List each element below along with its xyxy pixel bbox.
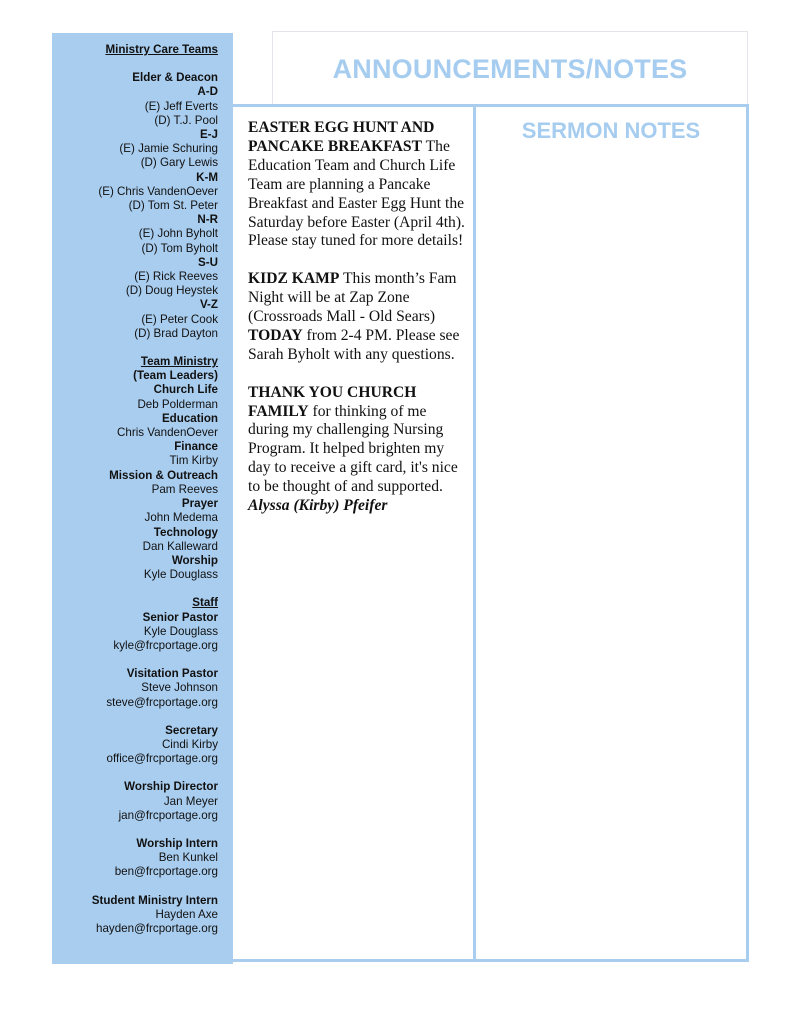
header-box — [272, 31, 748, 105]
group-elder: (E) Jamie Schuring — [119, 142, 218, 156]
group-elder: (E) Peter Cook — [141, 312, 218, 326]
sidebar — [52, 33, 233, 964]
team-leader: Pam Reeves — [151, 482, 218, 496]
staff-role: Worship Director — [124, 780, 218, 794]
announcement-signature: Alyssa (Kirby) Pfeifer — [248, 497, 388, 515]
spacer — [52, 57, 218, 71]
team-role: Worship — [171, 553, 218, 567]
announcement-body: from 2-4 PM. Please see Sarah Byholt with any questions. — [248, 326, 460, 363]
spacer — [52, 653, 218, 667]
team-leader: Deb Polderman — [137, 397, 218, 411]
staff-email[interactable]: ben@frcportage.org — [114, 865, 218, 879]
group-elder: (E) Jeff Everts — [144, 99, 218, 113]
group-range: E-J — [199, 128, 218, 142]
team-role: Church Life — [153, 383, 218, 397]
team-leader: John Medema — [144, 511, 218, 525]
staff-role: Secretary — [165, 723, 218, 737]
announcement-kidz-kamp — [248, 270, 466, 365]
group-deacon: (D) Doug Heystek — [125, 284, 218, 298]
group-elder: (E) Chris VandenOever — [98, 184, 218, 198]
staff-name: Jan Meyer — [163, 794, 218, 808]
staff-role: Senior Pastor — [142, 610, 218, 624]
group-deacon: (D) Brad Dayton — [134, 326, 218, 340]
staff-name: Hayden Axe — [155, 907, 218, 921]
team-role: Education — [161, 411, 218, 425]
page-title: ANNOUNCEMENTS/NOTES — [332, 54, 688, 84]
announcement-easter — [248, 119, 466, 251]
team-leader: Tim Kirby — [169, 454, 218, 468]
sermon-notes-title: SERMON NOTES — [521, 118, 701, 143]
care-teams-title: Ministry Care Teams — [105, 43, 218, 56]
column-divider — [473, 104, 476, 962]
announcement-thank-you — [248, 384, 466, 516]
elder-deacon-heading: Elder & Deacon — [132, 71, 218, 85]
group-range: A-D — [197, 85, 218, 99]
group-range: K-M — [196, 170, 218, 184]
announcement-body: The Education Team and Church Life Team are planning a Pancake Breakfast and Easter Egg Hunt the Saturday before Easter (April 4th). Please stay tuned for more details! — [248, 137, 465, 250]
group-deacon: (D) T.J. Pool — [154, 113, 218, 127]
announcement-body: for thinking of me during my challenging Nursing Program. It helped brighten my day to receive a gift card, it's nice to be thought of and supported. — [248, 402, 458, 496]
staff-name: Cindi Kirby — [161, 737, 218, 751]
group-range: N-R — [197, 213, 218, 227]
spacer — [52, 823, 218, 837]
group-deacon: (D) Gary Lewis — [140, 156, 218, 170]
staff-email[interactable]: jan@frcportage.org — [118, 808, 218, 822]
team-role: Finance — [174, 440, 218, 454]
group-deacon: (D) Tom St. Peter — [128, 199, 218, 213]
team-ministry-title: Team Ministry — [140, 355, 218, 369]
spacer — [52, 582, 218, 596]
announcement-emphasis: TODAY — [248, 326, 303, 344]
group-range: V-Z — [199, 298, 218, 312]
staff-email[interactable]: office@frcportage.org — [106, 752, 218, 766]
team-role: Mission & Outreach — [109, 468, 218, 482]
team-leader: Dan Kalleward — [142, 539, 218, 553]
group-range: S-U — [198, 255, 218, 269]
team-role: Technology — [153, 525, 218, 539]
staff-email[interactable]: kyle@frcportage.org — [113, 638, 218, 652]
staff-role: Student Ministry Intern — [91, 893, 218, 907]
team-leader: Kyle Douglass — [143, 568, 218, 582]
announcements-column — [248, 119, 466, 535]
staff-name: Kyle Douglass — [143, 624, 218, 638]
team-ministry-subtitle: (Team Leaders) — [133, 369, 218, 383]
spacer — [52, 766, 218, 780]
group-deacon: (D) Tom Byholt — [141, 241, 218, 255]
staff-email[interactable]: hayden@frcportage.org — [96, 921, 218, 935]
staff-name: Ben Kunkel — [158, 851, 218, 865]
spacer — [52, 880, 218, 894]
staff-name: Steve Johnson — [141, 681, 218, 695]
announcement-title: EASTER EGG HUNT AND PANCAKE BREAKFAST — [248, 119, 435, 155]
announcement-title: THANK YOU CHURCH FAMILY — [248, 383, 417, 420]
group-elder: (E) Rick Reeves — [134, 270, 218, 284]
announcement-title: KIDZ KAMP — [248, 270, 340, 288]
staff-email[interactable]: steve@frcportage.org — [106, 695, 218, 709]
spacer — [52, 341, 218, 355]
announcement-body: This month’s Fam Night will be at Zap Zone (Crossroads Mall - Old Sears) — [248, 270, 457, 326]
group-elder: (E) John Byholt — [138, 227, 218, 241]
team-leader: Chris VandenOever — [117, 426, 218, 440]
staff-role: Worship Intern — [136, 836, 218, 850]
spacer — [52, 710, 218, 724]
staff-title: Staff — [192, 596, 218, 610]
team-role: Prayer — [181, 497, 218, 511]
staff-role: Visitation Pastor — [126, 667, 218, 681]
